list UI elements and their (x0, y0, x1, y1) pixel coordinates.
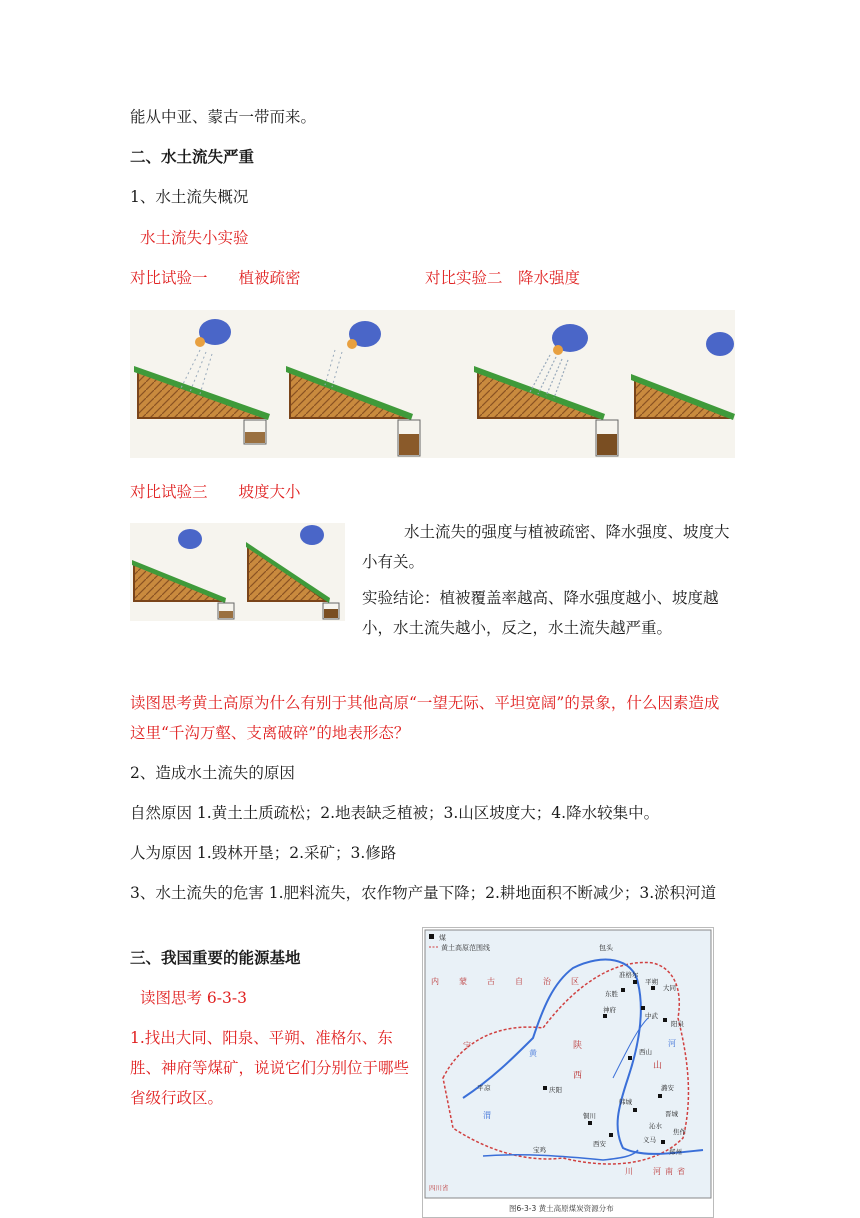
map-label-tongchuan: 铜川 (583, 1112, 596, 1120)
legend-boundary: 黄土高原范围线 (441, 944, 490, 952)
map-prompt: 读图思考 6-3-3 (140, 989, 247, 1007)
map-label-luan: 潞安 (661, 1084, 674, 1092)
map-label-wei: 渭 (483, 1111, 491, 1120)
map-label-xian: 西安 (593, 1140, 606, 1148)
slope-angle-illustration (130, 523, 345, 621)
map-label-inner-mongolia: 内 (431, 977, 439, 986)
experiment-conclusion: 实验结论：植被覆盖率越高、降水强度越小、坡度越小，水土流失越小，反之，水土流失越严重。 (362, 589, 719, 637)
map-label-river: 河 (668, 1039, 676, 1048)
subsection2-heading: 2、造成水土流失的原因 (130, 764, 295, 782)
slope-block-1 (134, 319, 270, 444)
experiment3-label: 对比试验三 坡度大小 (130, 483, 301, 501)
experiment-title: 水土流失小实验 (140, 229, 249, 247)
map-label-baotou: 包头 (599, 944, 613, 952)
map-label-jincheng: 晋城 (665, 1110, 678, 1118)
map-label-yangquan: 阳泉 (671, 1020, 684, 1028)
map-label-char: 区 (571, 977, 579, 986)
slope-block-2 (286, 321, 420, 456)
human-causes: 人为原因 1.毁林开垦；2.采矿；3.修路 (130, 844, 397, 862)
map-label-zhongwu: 中武 (645, 1012, 658, 1020)
map-label-zhengzhou: 郑州 (669, 1148, 682, 1156)
intro-tail: 能从中亚、蒙古一带而来。 (130, 108, 317, 126)
map-label-huang: 黄 (529, 1049, 537, 1058)
hazards-text: 3、水土流失的危害 1.肥料流失，农作物产量下降；2.耕地面积不断减少；3.淤积河道 (130, 884, 717, 902)
map-label-char: 治 (543, 977, 551, 986)
natural-causes: 自然原因 1.黄土土质疏松；2.地表缺乏植被；3.山区坡度大；4.降水较集中。 (130, 804, 660, 822)
section3-heading: 三、我国重要的能源基地 (130, 948, 301, 967)
map-label-qinshui: 沁水 (649, 1122, 662, 1130)
map-label-char: 蒙 (459, 977, 467, 986)
map-label-char: 古 (487, 977, 495, 986)
experiment-illustration-strip (130, 310, 735, 458)
map-task: 1.找出大同、阳泉、平朔、准格尔、东胜、神府等煤矿，说说它们分别位于哪些省级行政区。 (130, 1029, 410, 1107)
map-caption: 图6-3-3 黄土高原煤炭资源分布 (509, 1204, 614, 1213)
coal-resource-map (422, 927, 714, 1218)
map-label-henan-3: 省 (677, 1167, 685, 1176)
subsection1-heading: 1、水土流失概况 (130, 188, 249, 206)
map-label-sichuan: 四川省 (429, 1184, 449, 1192)
map-label-shaanxi-2: 西 (573, 1071, 583, 1081)
map-label-zhungeer: 准格尔 (619, 971, 639, 979)
map-label-qingyang: 庆阳 (549, 1086, 562, 1094)
legend-coal: 煤 (439, 934, 446, 942)
map-label-yima: 义马 (643, 1136, 656, 1144)
map-label-pingshuo: 平朔 (645, 978, 658, 986)
map-label-pingliang-1: 平 (477, 1084, 484, 1092)
map-label-shaanxi-1: 陕 (573, 1041, 583, 1051)
map-label-datong: 大同 (663, 984, 676, 992)
map-label-shanxi: 山 (653, 1061, 663, 1071)
slope-experiments-image (130, 310, 735, 458)
map-label-ningxia: 宁 (463, 1041, 471, 1050)
slope-angle-image (130, 523, 345, 621)
slope-block-3 (474, 324, 618, 456)
loess-plateau-map (423, 928, 713, 1217)
map-label-xishan: 西山 (639, 1048, 652, 1056)
map-label-pingliang-2: 凉 (484, 1084, 491, 1092)
experiment2-label: 对比实验二 降水强度 (425, 269, 581, 287)
reading-question: 读图思考黄土高原为什么有别于其他高原“一望无际、平坦宽阔”的景象，什么因素造成这里“千沟万壑、支离破碎”的地表形态？ (130, 694, 720, 742)
slope-block-4 (631, 332, 735, 420)
map-label-baoji: 宝鸡 (533, 1146, 546, 1154)
map-label-chuan: 川 (625, 1167, 633, 1176)
map-label-henan-1: 河 (653, 1167, 661, 1176)
result-text: 水土流失的强度与植被疏密、降水强度、坡度大小有关。 (362, 523, 730, 571)
map-label-shenfu: 神府 (603, 1006, 616, 1014)
experiment1-label: 对比试验一 植被疏密 (130, 269, 301, 287)
map-label-jiaozuo: 焦作 (673, 1128, 686, 1136)
map-label-hancheng: 韩城 (619, 1098, 632, 1106)
map-label-henan-2: 南 (665, 1167, 673, 1176)
section2-heading: 二、水土流失严重 (130, 147, 255, 166)
map-label-char: 自 (515, 977, 523, 986)
map-label-dongsheng: 东胜 (605, 990, 618, 998)
